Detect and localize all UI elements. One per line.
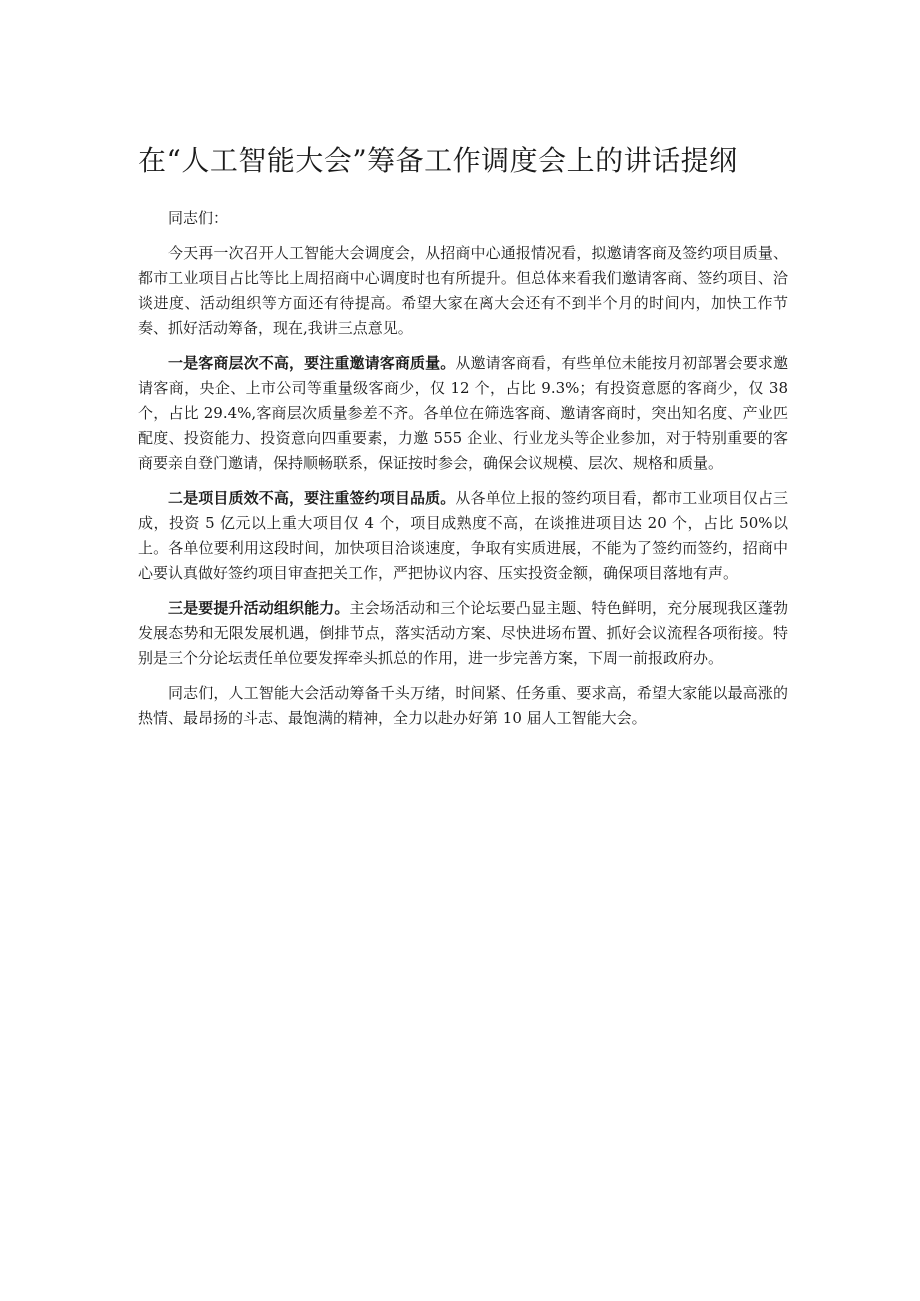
point-two-heading: 二是项目质效不高，要注重签约项目品质。 — [168, 489, 456, 507]
intro-paragraph: 今天再一次召开人工智能大会调度会，从招商中心通报情况看，拟邀请客商及签约项目质量、都市工业项目占比等比上周招商中心调度时也有所提升。但总体来看我们邀请客商、签约项目、洽谈进度、活动组织等方面还有待提高。希望大家在离大会还有不到半个月的时间内，加快工作节奏、抓好活动筹备，现在,我讲三点意见。 — [138, 244, 788, 337]
point-three-body: 主会场活动和三个论坛要凸显主题、特色鲜明，充分展现我区蓬勃发展态势和无限发展机遇，倒排节点，落实活动方案、尽快进场布置、抓好会议流程各项衔接。特别是三个分论坛责任单位要发挥牵头抓总的作用，进一步完善方案，下周一前报政府办。 — [138, 599, 788, 667]
point-one-body: 从邀请客商看，有些单位未能按月初部署会要求邀请客商，央企、上市公司等重量级客商少，仅 12 个，占比 9.3%；有投资意愿的客商少，仅 38 个，占比 29.4%,客商层次质量参差不齐。各单位在筛选客商、邀请客商时，突出知名度、产业匹配度、投资能力、投资意向四重要素，力邀 555 企业、行业龙头等企业参加，对于特别重要的客商要亲自登门邀请，保持顺畅联系，保证按时参会，确保会议规模、层次、规格和质量。 — [138, 354, 788, 472]
point-three-paragraph — [138, 596, 788, 671]
salutation: 同志们： — [168, 209, 229, 227]
document-title: 在“人工智能大会”筹备工作调度会上的讲话提纲 — [138, 144, 738, 177]
point-one-heading: 一是客商层次不高，要注重邀请客商质量。 — [168, 354, 456, 372]
point-two-body: 从各单位上报的签约项目看，都市工业项目仅占三成，投资 5 亿元以上重大项目仅 4 个，项目成熟度不高，在谈推进项目达 20 个，占比 50%以上。各单位要利用这段时间，加快项目洽谈速度，争取有实质进展，不能为了签约而签约，招商中心要认真做好签约项目审查把关工作，严把协议内容、压实投资金额，确保项目落地有声。 — [138, 489, 788, 582]
point-one-paragraph — [138, 351, 788, 476]
point-two-paragraph — [138, 486, 788, 586]
closing-paragraph: 同志们，人工智能大会活动筹备千头万绪，时间紧、任务重、要求高，希望大家能以最高涨的热情、最昂扬的斗志、最饱满的精神，全力以赴办好第 10 届人工智能大会。 — [138, 684, 788, 727]
point-three-heading: 三是要提升活动组织能力。 — [168, 599, 350, 617]
document-page — [138, 138, 788, 741]
